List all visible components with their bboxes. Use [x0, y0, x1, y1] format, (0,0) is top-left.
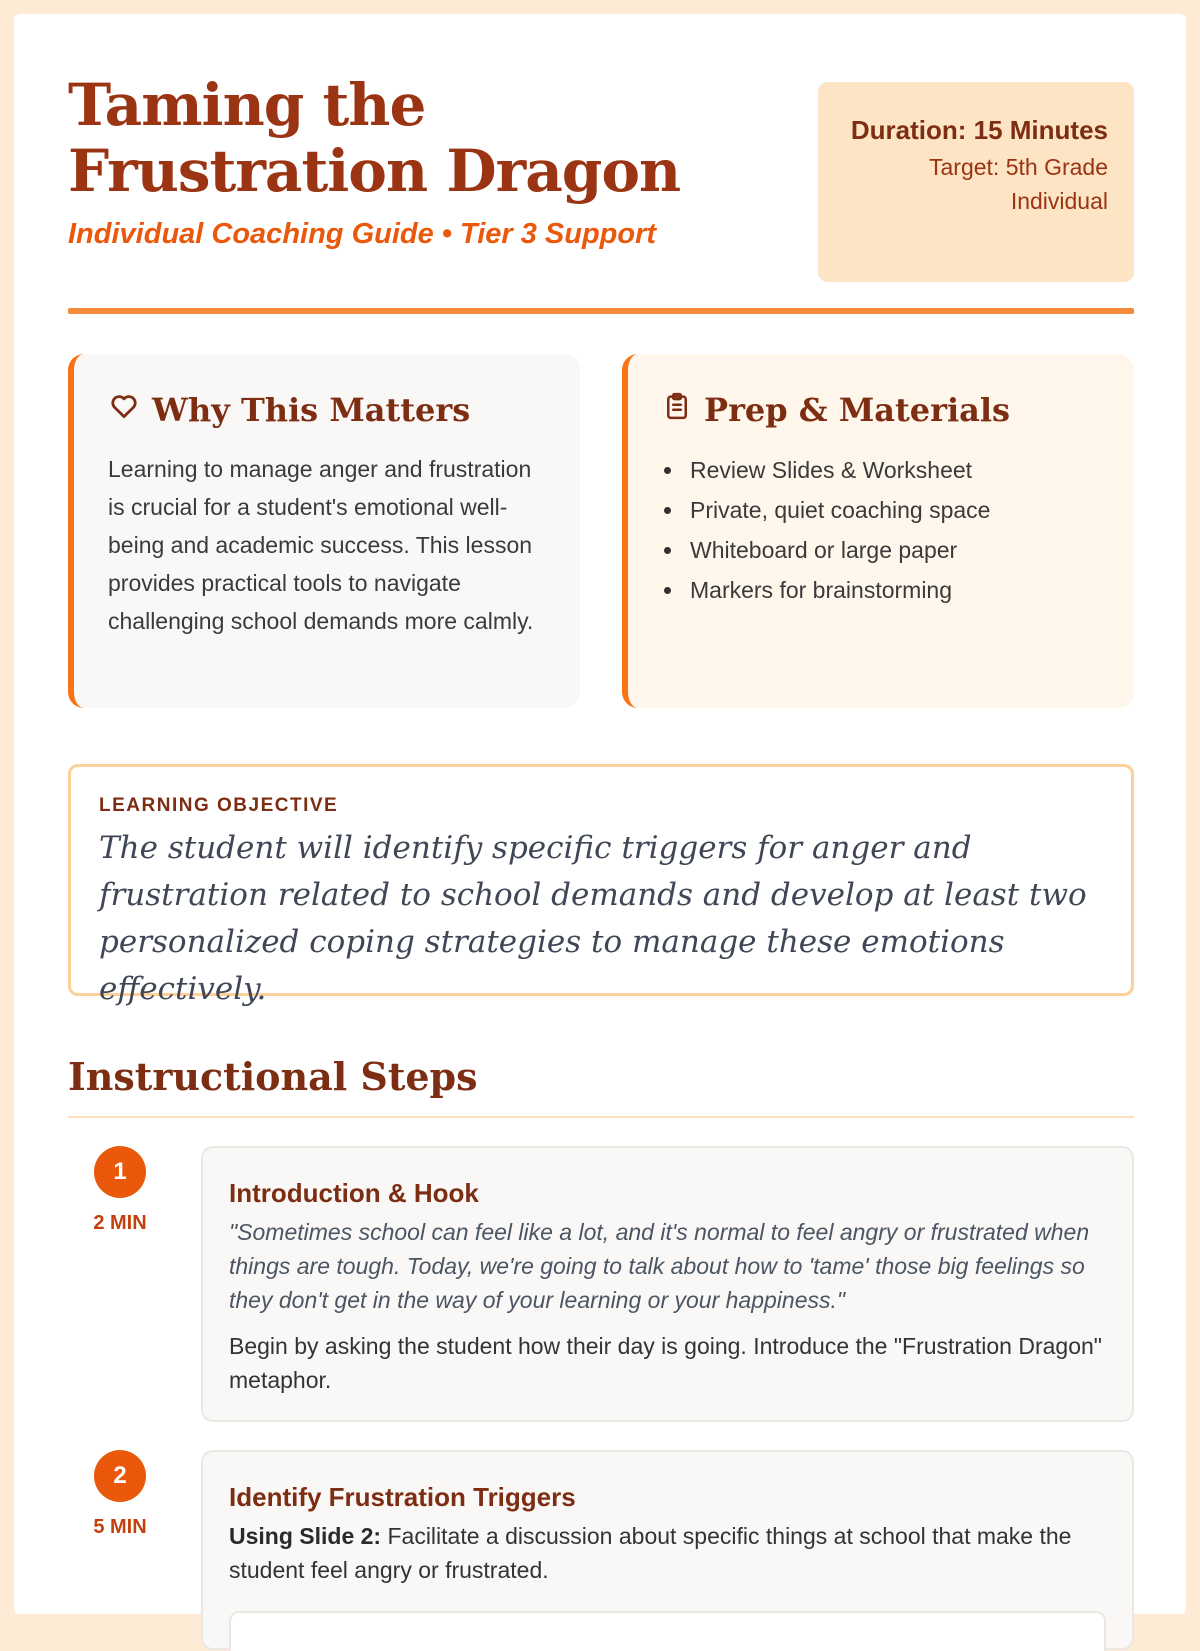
list-item: Private, quiet coaching space [662, 490, 1100, 530]
why-this-matters-card [68, 354, 580, 708]
objective-label: LEARNING OBJECTIVE [99, 795, 339, 816]
step-duration: 2 MIN [93, 1212, 147, 1234]
list-item: Whiteboard or large paper [662, 530, 1100, 570]
target-label: Target: 5th Grade Individual [929, 154, 1108, 214]
why-card-title [108, 388, 546, 432]
lesson-meta-box [818, 82, 1134, 282]
learning-objective-box [68, 764, 1134, 1007]
step-number-badge: 2 [94, 1450, 146, 1502]
step-card [201, 1450, 1134, 1650]
step-title: Introduction & Hook [229, 1178, 479, 1208]
why-card-heading: Why This Matters [152, 391, 471, 429]
step-script-quote: "Sometimes school can feel like a lot, and it's normal to feel angry or frustrated when things are tough. Today, we're going to talk about how to 'tame' those big feelings so they don't get in the way of your learning or your happiness." [229, 1219, 1090, 1313]
list-item: Markers for brainstorming [662, 570, 1100, 610]
list-item: Review Slides & Worksheet [662, 450, 1100, 490]
why-card-body: Learning to manage anger and frustration is crucial for a student's emotional well-being and academic success. This lesson provides practical tools to navigate challenging school demands more calmly. [108, 456, 534, 634]
steps-heading: Instructional Steps [68, 1054, 478, 1099]
step-description-lead: Using Slide 2: [229, 1523, 382, 1549]
step-description: Begin by asking the student how their day is going. Introduce the "Frustration Dragon" metaphor. [229, 1333, 1102, 1393]
duration-label: Duration: 15 Minutes [850, 115, 1108, 145]
step-duration: 5 MIN [93, 1516, 147, 1538]
step-1 [68, 1146, 1134, 1422]
prep-materials-card [622, 354, 1134, 708]
document-page [14, 14, 1186, 1614]
step-2 [68, 1450, 1134, 1650]
materials-list [662, 450, 1100, 610]
prep-card-heading: Prep & Materials [704, 391, 1011, 429]
prep-card-title [662, 388, 1100, 432]
header-divider [68, 308, 1134, 314]
page-title: Taming the Frustration Dragon [68, 71, 681, 205]
step-card [201, 1146, 1134, 1422]
step-title: Identify Frustration Triggers [229, 1482, 576, 1512]
step-description [229, 1519, 1106, 1587]
slide-reference-box [229, 1611, 1106, 1651]
page-subtitle: Individual Coaching Guide • Tier 3 Support [68, 218, 657, 250]
header [68, 72, 1134, 294]
heart-icon [108, 391, 140, 429]
step-description-text: Facilitate a discussion about specific things at school that make the student feel angry or frustrated. [229, 1523, 1072, 1583]
objective-text: The student will identify specific triggers for anger and frustration related to school demands and develop at least two personalized coping strategies to manage these emotions effectively. [99, 830, 1087, 1007]
clipboard-icon [662, 390, 692, 430]
steps-divider [68, 1116, 1134, 1118]
step-number-badge: 1 [94, 1146, 146, 1198]
